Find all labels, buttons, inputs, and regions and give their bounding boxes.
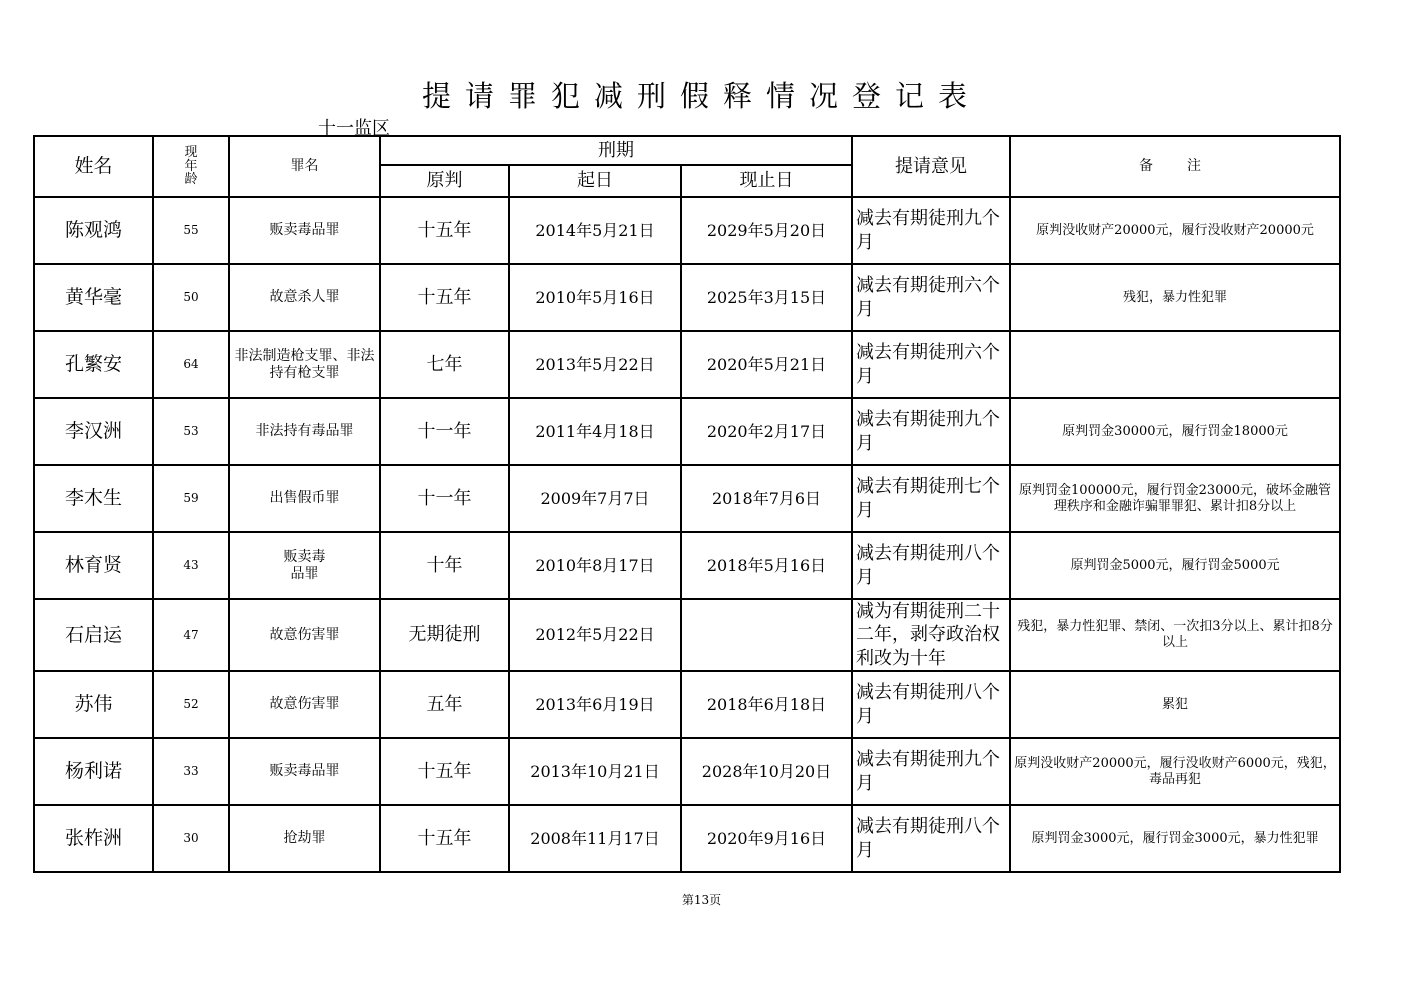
cell-opinion: 减去有期徒刑八个月 [852,671,1010,738]
cell-start: 2008年11月17日 [509,805,681,872]
cell-crime: 非法制造枪支罪、非法持有枪支罪 [229,331,380,398]
register-table [33,135,1341,873]
cell-age: 64 [153,331,229,398]
cell-note: 原判没收财产20000元，履行没收财产20000元 [1010,197,1340,264]
cell-note: 残犯，暴力性犯罪 [1010,264,1340,331]
header-original: 原判 [380,165,509,197]
cell-start: 2014年5月21日 [509,197,681,264]
cell-note: 原判罚金100000元，履行罚金23000元，破坏金融管理秩序和金融诈骗罪罪犯、累计扣8分以上 [1010,465,1340,532]
cell-end: 2020年2月17日 [681,398,852,465]
cell-note: 原判罚金3000元，履行罚金3000元，暴力性犯罪 [1010,805,1340,872]
header-row-1 [34,136,1340,165]
cell-name: 杨利诺 [34,738,153,805]
cell-original: 五年 [380,671,509,738]
cell-note [1010,331,1340,398]
cell-original: 十五年 [380,805,509,872]
cell-original: 十五年 [380,264,509,331]
cell-note: 原判没收财产20000元，履行没收财产6000元，残犯，毒品再犯 [1010,738,1340,805]
cell-age: 53 [153,398,229,465]
cell-end: 2025年3月15日 [681,264,852,331]
header-opinion: 提请意见 [852,136,1010,197]
header-end: 现止日 [681,165,852,197]
table-row [34,532,1340,599]
cell-note: 残犯，暴力性犯罪、禁闭、一次扣3分以上、累计扣8分以上 [1010,599,1340,671]
cell-age: 33 [153,738,229,805]
unit-label: 十一监区 [318,118,390,139]
cell-opinion: 减去有期徒刑六个月 [852,331,1010,398]
page-number: 第13页 [681,893,722,907]
cell-original: 无期徒刑 [380,599,509,671]
cell-note: 累犯 [1010,671,1340,738]
cell-end: 2020年9月16日 [681,805,852,872]
cell-crime: 故意伤害罪 [229,671,380,738]
cell-opinion: 减去有期徒刑九个月 [852,398,1010,465]
cell-age: 55 [153,197,229,264]
cell-crime: 故意伤害罪 [229,599,380,671]
cell-opinion: 减为有期徒刑二十二年，剥夺政治权利改为十年 [852,599,1010,671]
cell-original: 十一年 [380,398,509,465]
header-age-text: 现 年 龄 [184,145,198,188]
cell-name: 林育贤 [34,532,153,599]
table-row [34,398,1340,465]
cell-name: 黄华毫 [34,264,153,331]
cell-end [681,599,852,671]
cell-start: 2009年7月7日 [509,465,681,532]
cell-start: 2013年6月19日 [509,671,681,738]
cell-age: 50 [153,264,229,331]
cell-opinion: 减去有期徒刑八个月 [852,532,1010,599]
header-name: 姓名 [34,136,153,197]
cell-age: 59 [153,465,229,532]
cell-crime: 非法持有毒品罪 [229,398,380,465]
cell-original: 十一年 [380,465,509,532]
cell-original: 十五年 [380,197,509,264]
cell-crime: 贩卖毒 品罪 [229,532,380,599]
cell-start: 2013年10月21日 [509,738,681,805]
cell-opinion: 减去有期徒刑八个月 [852,805,1010,872]
header-note: 备 注 [1010,136,1340,197]
cell-start: 2012年5月22日 [509,599,681,671]
cell-name: 张柞洲 [34,805,153,872]
cell-start: 2010年5月16日 [509,264,681,331]
cell-original: 十五年 [380,738,509,805]
cell-name: 孔繁安 [34,331,153,398]
cell-name: 陈观鸿 [34,197,153,264]
table-row [34,599,1340,671]
table-row [34,264,1340,331]
table-row [34,465,1340,532]
cell-crime: 贩卖毒品罪 [229,738,380,805]
cell-end: 2018年6月18日 [681,671,852,738]
cell-end: 2020年5月21日 [681,331,852,398]
cell-original: 七年 [380,331,509,398]
page-title: 提请罪犯减刑假释情况登记表 [421,79,981,113]
cell-start: 2013年5月22日 [509,331,681,398]
table-row [34,331,1340,398]
cell-opinion: 减去有期徒刑六个月 [852,264,1010,331]
cell-age: 43 [153,532,229,599]
cell-name: 苏伟 [34,671,153,738]
cell-opinion: 减去有期徒刑九个月 [852,197,1010,264]
header-age [153,136,229,197]
cell-crime: 出售假币罪 [229,465,380,532]
cell-crime: 故意杀人罪 [229,264,380,331]
cell-name: 李木生 [34,465,153,532]
cell-note: 原判罚金5000元，履行罚金5000元 [1010,532,1340,599]
table-row [34,197,1340,264]
table-row [34,671,1340,738]
header-crime: 罪名 [229,136,380,197]
cell-crime: 抢劫罪 [229,805,380,872]
table-row [34,805,1340,872]
cell-age: 30 [153,805,229,872]
cell-note: 原判罚金30000元，履行罚金18000元 [1010,398,1340,465]
cell-end: 2029年5月20日 [681,197,852,264]
cell-name: 李汉洲 [34,398,153,465]
cell-end: 2018年7月6日 [681,465,852,532]
cell-age: 47 [153,599,229,671]
cell-start: 2011年4月18日 [509,398,681,465]
table-row [34,738,1340,805]
cell-name: 石启运 [34,599,153,671]
cell-original: 十年 [380,532,509,599]
cell-end: 2028年10月20日 [681,738,852,805]
header-term: 刑期 [380,136,852,165]
cell-opinion: 减去有期徒刑九个月 [852,738,1010,805]
cell-age: 52 [153,671,229,738]
header-start: 起日 [509,165,681,197]
cell-crime: 贩卖毒品罪 [229,197,380,264]
cell-opinion: 减去有期徒刑七个月 [852,465,1010,532]
cell-end: 2018年5月16日 [681,532,852,599]
cell-start: 2010年8月17日 [509,532,681,599]
